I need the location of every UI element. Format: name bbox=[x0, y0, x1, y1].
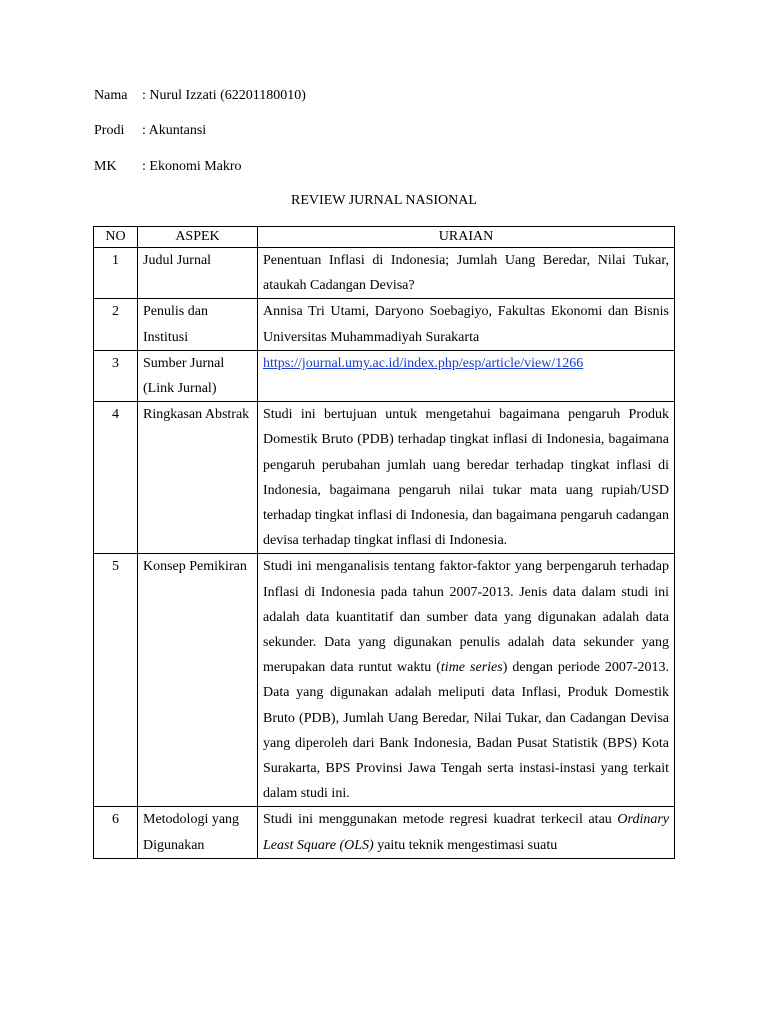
prodi-value: : Akuntansi bbox=[142, 123, 207, 138]
row-uraian: Studi ini bertujuan untuk mengetahui bagaimana pengaruh Produk Domestik Bruto (PDB) terhadap tingkat inflasi di Indonesia, bagaimana pengaruh perubahan jumlah uang beredar terhadap tingkat inflasi di Indonesia, bagaimana pengaruh nilai tukar mata uang rupiah/USD terhadap tingkat inflasi di Indonesia, dan bagaimana pengaruh cadangan devisa terhadap tingkat inflasi di Indonesia. bbox=[258, 402, 675, 554]
row-aspek: Ringkasan Abstrak bbox=[138, 402, 258, 554]
mk-value: : Ekonomi Makro bbox=[142, 159, 242, 174]
uraian-italic-text: time series bbox=[440, 660, 503, 676]
table-row bbox=[94, 350, 675, 401]
table-row bbox=[94, 248, 675, 299]
header-aspek: ASPEK bbox=[138, 227, 258, 248]
row-no: 4 bbox=[94, 402, 138, 554]
nama-value: : Nurul Izzati (62201180010) bbox=[142, 88, 306, 103]
nama-label: Nama bbox=[94, 88, 128, 103]
uraian-text: ) dengan periode 2007-2013. Data yang digunakan adalah meliputi data Inflasi, Produk Domestik Bruto (PDB), Jumlah Uang Beredar, Nilai Tukar, dan Cadangan Devisa yang diperoleh dari Bank Indonesia, Badan Pusat Statistik (BPS) Kota Surakarta, BPS Provinsi Jawa Tengah serta instasi-instasi yang terkait dalam studi ini. bbox=[263, 660, 670, 802]
header-no: NO bbox=[94, 227, 138, 248]
uraian-text: Studi ini menganalisis tentang faktor-faktor yang berpengaruh terhadap Inflasi di Indonesia pada tahun 2007-2013. Jenis data dalam studi ini adalah data kuantitatif dan sumber data yang digunakan adalah data sekunder. Data yang digunakan penulis adalah data sekunder yang merupakan data runtut waktu ( bbox=[263, 559, 669, 676]
row-uraian bbox=[258, 554, 675, 807]
uraian-text: Studi ini menggunakan metode regresi kuadrat terkecil atau bbox=[263, 812, 618, 828]
mk-row bbox=[94, 157, 242, 177]
table-row bbox=[94, 402, 675, 554]
row-aspek: Metodologi yang Digunakan bbox=[138, 807, 258, 858]
row-aspek: Sumber Jurnal (Link Jurnal) bbox=[138, 350, 258, 401]
table-row bbox=[94, 299, 675, 350]
row-no: 3 bbox=[94, 350, 138, 401]
nama-row bbox=[94, 86, 306, 106]
row-no: 6 bbox=[94, 807, 138, 858]
row-no: 5 bbox=[94, 554, 138, 807]
journal-link[interactable]: https://journal.umy.ac.id/index.php/esp/article/view/1266 bbox=[263, 355, 584, 371]
review-table bbox=[93, 226, 675, 859]
prodi-label: Prodi bbox=[94, 123, 125, 138]
row-no: 1 bbox=[94, 248, 138, 299]
table-row bbox=[94, 554, 675, 807]
table-row bbox=[94, 807, 675, 858]
row-uraian bbox=[258, 350, 675, 401]
prodi-row bbox=[94, 121, 206, 141]
row-uraian: Annisa Tri Utami, Daryono Soebagiyo, Fakultas Ekonomi dan Bisnis Universitas Muhammadiyah Surakarta bbox=[258, 299, 675, 350]
mk-label: MK bbox=[94, 159, 117, 174]
table-header-row bbox=[94, 227, 675, 248]
row-no: 2 bbox=[94, 299, 138, 350]
uraian-italic-text: Ordinary Least Square (OLS) bbox=[263, 812, 669, 853]
document-title: REVIEW JURNAL NASIONAL bbox=[291, 193, 477, 208]
uraian-text: yaitu teknik mengestimasi suatu bbox=[373, 837, 558, 853]
row-uraian bbox=[258, 807, 675, 858]
row-aspek: Penulis dan Institusi bbox=[138, 299, 258, 350]
row-aspek: Judul Jurnal bbox=[138, 248, 258, 299]
row-aspek: Konsep Pemikiran bbox=[138, 554, 258, 807]
header-uraian: URAIAN bbox=[258, 227, 675, 248]
row-uraian: Penentuan Inflasi di Indonesia; Jumlah Uang Beredar, Nilai Tukar, ataukah Cadangan Devisa? bbox=[258, 248, 675, 299]
